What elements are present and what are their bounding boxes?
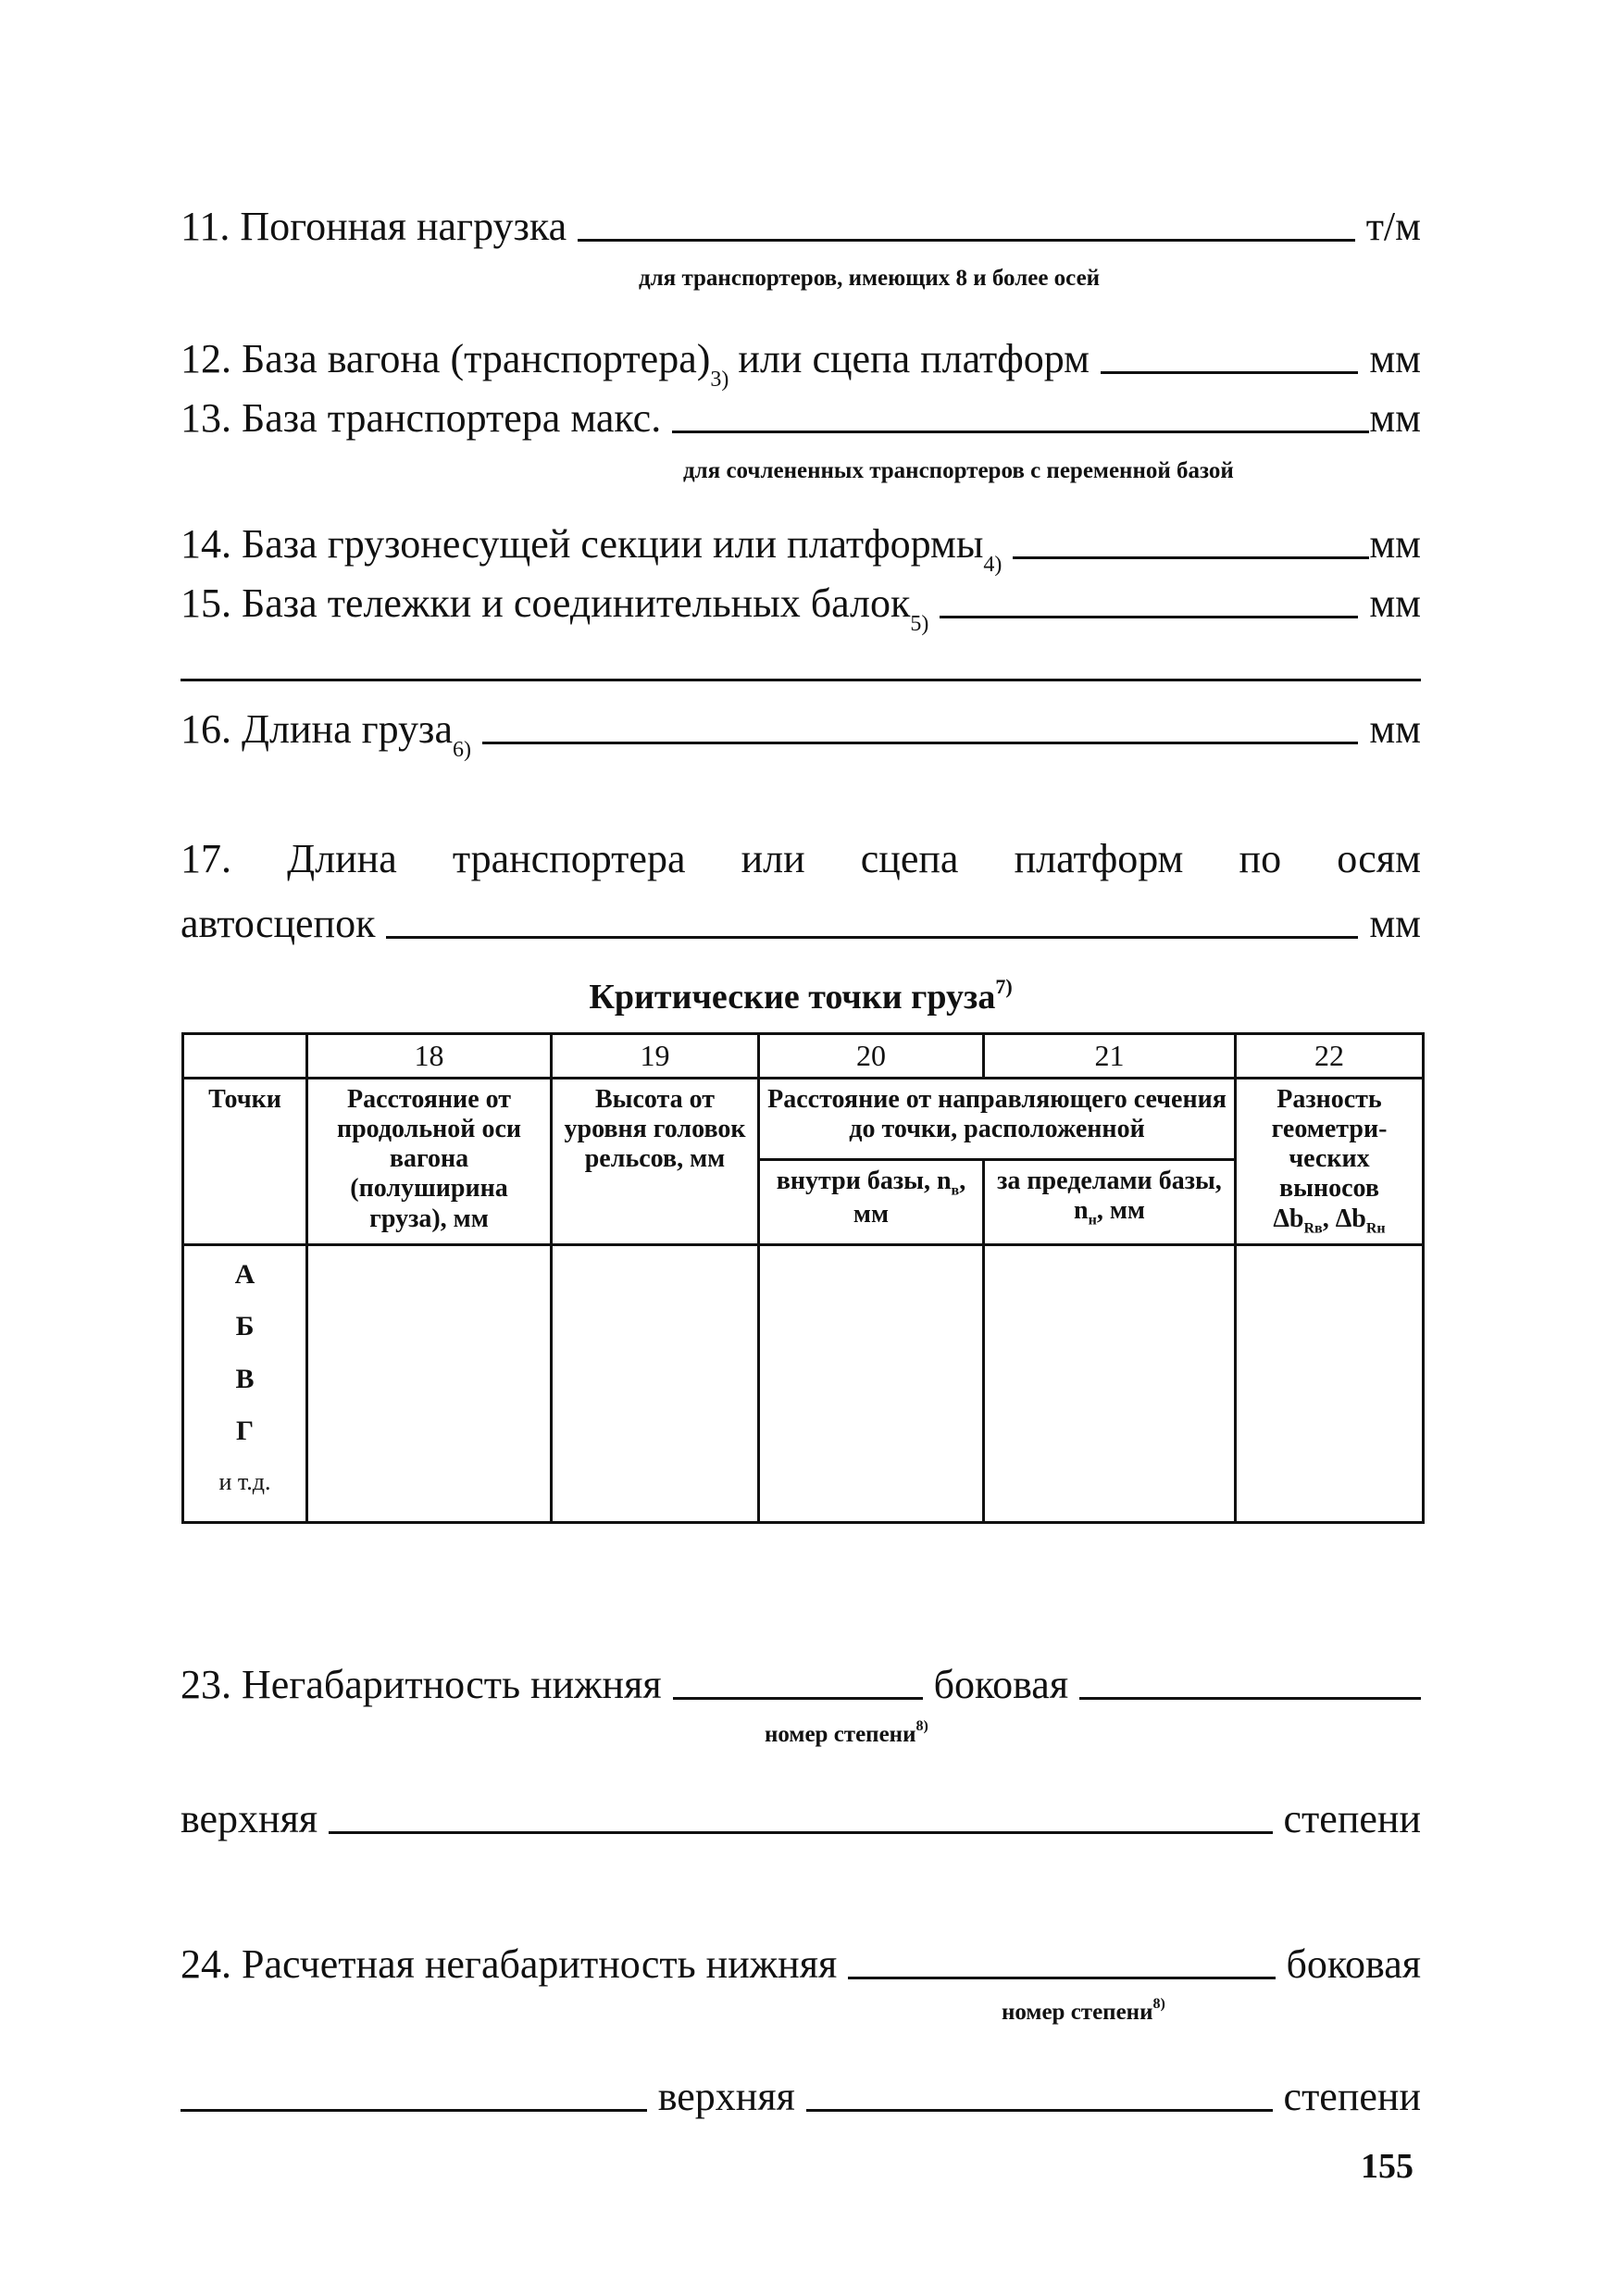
table-number-row xyxy=(183,1034,1424,1079)
item-23-note xyxy=(765,1718,928,1748)
page-number: 155 xyxy=(1361,2147,1414,2186)
blank-line[interactable] xyxy=(181,679,1421,681)
header-22-formula xyxy=(1273,1204,1386,1237)
header-20-text: внутри базы, n xyxy=(776,1166,952,1195)
item-15-unit: мм xyxy=(1369,580,1421,626)
item-11-line xyxy=(181,190,1421,247)
cell-18[interactable] xyxy=(307,1244,552,1522)
item-17-label-2: автосцепок xyxy=(181,901,376,946)
item-17-word: по xyxy=(1239,836,1282,881)
item-11-note: для транспортеров, имеющих 8 и более осей xyxy=(639,266,1101,291)
item-24-lower-field[interactable] xyxy=(848,1977,1275,1979)
table-corner-cell xyxy=(183,1034,307,1079)
table-header-row-1 xyxy=(183,1078,1424,1159)
header-18: Расстояние от продольной оси вагона (полуширина груза), мм xyxy=(307,1078,552,1244)
header-22-text: Разность геометри-ческих выносов xyxy=(1271,1084,1388,1204)
header-20-unit: , мм xyxy=(853,1166,966,1229)
item-24-label: 24. Расчетная негабаритность нижняя xyxy=(181,1941,838,1987)
item-17-line-1 xyxy=(181,822,1421,880)
header-21-text: за пределами базы, n xyxy=(997,1166,1222,1225)
item-24-top: верхняя xyxy=(657,2074,795,2119)
item-24-side-field[interactable] xyxy=(181,2109,647,2112)
point-label: В xyxy=(235,1363,255,1394)
item-17-word: или xyxy=(741,836,805,881)
table-col-number: 20 xyxy=(759,1034,984,1079)
item-16-unit: мм xyxy=(1369,706,1421,752)
item-13-line xyxy=(181,381,1421,439)
item-23-label: 23. Негабаритность нижняя xyxy=(181,1662,662,1707)
header-21-sub: н xyxy=(1088,1212,1097,1229)
item-12-label: 12. База вагона (транспортера) xyxy=(181,336,711,381)
point-label: Г xyxy=(235,1416,255,1447)
item-17-word: платформ xyxy=(1014,836,1184,881)
item-17-word: 17. xyxy=(181,836,231,881)
item-11-label: 11. Погонная нагрузка xyxy=(181,204,567,249)
item-15-field[interactable] xyxy=(940,616,1358,618)
item-17-word: сцепа xyxy=(860,836,959,881)
item-14-unit: мм xyxy=(1369,521,1421,567)
header-22 xyxy=(1236,1078,1424,1244)
item-24-note xyxy=(1002,1996,1165,2026)
point-label: и т.д. xyxy=(218,1467,271,1495)
item-24-top-field[interactable] xyxy=(806,2109,1273,2112)
item-13-label: 13. База транспортера макс. xyxy=(181,395,662,441)
item-24-side: боковая xyxy=(1286,1941,1421,1987)
item-23-side: боковая xyxy=(933,1662,1069,1707)
item-13-note: для сочлененных транспортеров с переменной базой xyxy=(683,458,1234,483)
header-20 xyxy=(759,1159,984,1244)
item-23-side-field[interactable] xyxy=(1079,1697,1421,1700)
item-24-unit: степени xyxy=(1283,2074,1422,2119)
table-caption-footnote: 7) xyxy=(995,975,1013,998)
table-caption xyxy=(181,977,1421,1017)
table-col-number: 19 xyxy=(552,1034,759,1079)
item-23-note-text: номер степени xyxy=(765,1722,916,1747)
point-label: А xyxy=(234,1258,255,1290)
item-12-line: 12. База вагона (транспортера) 3) или сцепа платформ мм xyxy=(181,336,1421,392)
points-cell xyxy=(183,1244,307,1522)
item-24-note-footnote: 8) xyxy=(1152,1996,1165,2012)
cell-20[interactable] xyxy=(759,1244,984,1522)
item-14-line: 14. База грузонесущей секции или платформы 4) мм xyxy=(181,521,1421,577)
item-13-field[interactable] xyxy=(672,430,1369,433)
item-17-line-2 xyxy=(181,887,1421,944)
item-11-unit: т/м xyxy=(1365,204,1421,249)
item-16-line: 16. Длина груза 6) мм xyxy=(181,706,1421,762)
item-13-unit: мм xyxy=(1369,395,1421,441)
cell-22[interactable] xyxy=(1236,1244,1424,1522)
header-22-s2: Rн xyxy=(1365,1220,1386,1237)
item-12-unit: мм xyxy=(1369,336,1421,381)
header-21 xyxy=(984,1159,1236,1244)
header-21-unit: , мм xyxy=(1096,1195,1145,1225)
item-16-label: 16. Длина груза xyxy=(181,706,453,752)
item-23-top: верхняя xyxy=(181,1796,318,1841)
table-col-number: 18 xyxy=(307,1034,552,1079)
item-23-lower-field[interactable] xyxy=(673,1697,923,1700)
header-19: Высота от уровня головок рельсов, мм xyxy=(552,1078,759,1244)
table-col-number: 21 xyxy=(984,1034,1236,1079)
table-col-number: 22 xyxy=(1236,1034,1424,1079)
header-20-sub: в xyxy=(951,1182,960,1199)
item-17-word: Длина xyxy=(287,836,397,881)
item-24-note-text: номер степени xyxy=(1002,2000,1153,2025)
cell-19[interactable] xyxy=(552,1244,759,1522)
item-15-line: 15. База тележки и соединительных балок 5) мм xyxy=(181,580,1421,636)
item-24-line-2 xyxy=(181,2060,1421,2117)
item-17-word: осям xyxy=(1337,836,1421,881)
item-23-note-footnote: 8) xyxy=(915,1718,928,1734)
item-23-top-field[interactable] xyxy=(329,1831,1272,1834)
table-body-row xyxy=(183,1244,1424,1522)
cell-21[interactable] xyxy=(984,1244,1236,1522)
header-22-f1: Δb xyxy=(1273,1204,1304,1233)
item-23-line-2 xyxy=(181,1782,1421,1840)
header-22-f2: Δb xyxy=(1335,1204,1366,1233)
critical-points-table xyxy=(181,1032,1425,1524)
item-24-line xyxy=(181,1928,1421,1985)
item-15-label: 15. База тележки и соединительных балок xyxy=(181,580,911,626)
header-points: Точки xyxy=(183,1078,307,1244)
item-17-word: транспортера xyxy=(452,836,686,881)
table-caption-text: Критические точки груза xyxy=(589,978,996,1017)
header-22-sep: , xyxy=(1322,1204,1336,1233)
item-17-field[interactable] xyxy=(386,936,1358,939)
item-16-field[interactable] xyxy=(482,742,1358,744)
header-20-21: Расстояние от направляющего сечения до точки, расположенной xyxy=(759,1078,1236,1159)
item-14-label: 14. База грузонесущей секции или платформы xyxy=(181,521,984,567)
point-label: Б xyxy=(235,1311,255,1342)
item-12-field[interactable] xyxy=(1101,371,1358,374)
item-23-line xyxy=(181,1648,1421,1705)
item-14-field[interactable] xyxy=(1013,556,1369,559)
item-17-unit: мм xyxy=(1369,901,1421,946)
item-12-label-2: или сцепа платформ xyxy=(738,336,1090,381)
item-11-field[interactable] xyxy=(578,239,1355,242)
item-23-unit: степени xyxy=(1283,1796,1421,1841)
header-22-s1: Rв xyxy=(1303,1220,1323,1237)
